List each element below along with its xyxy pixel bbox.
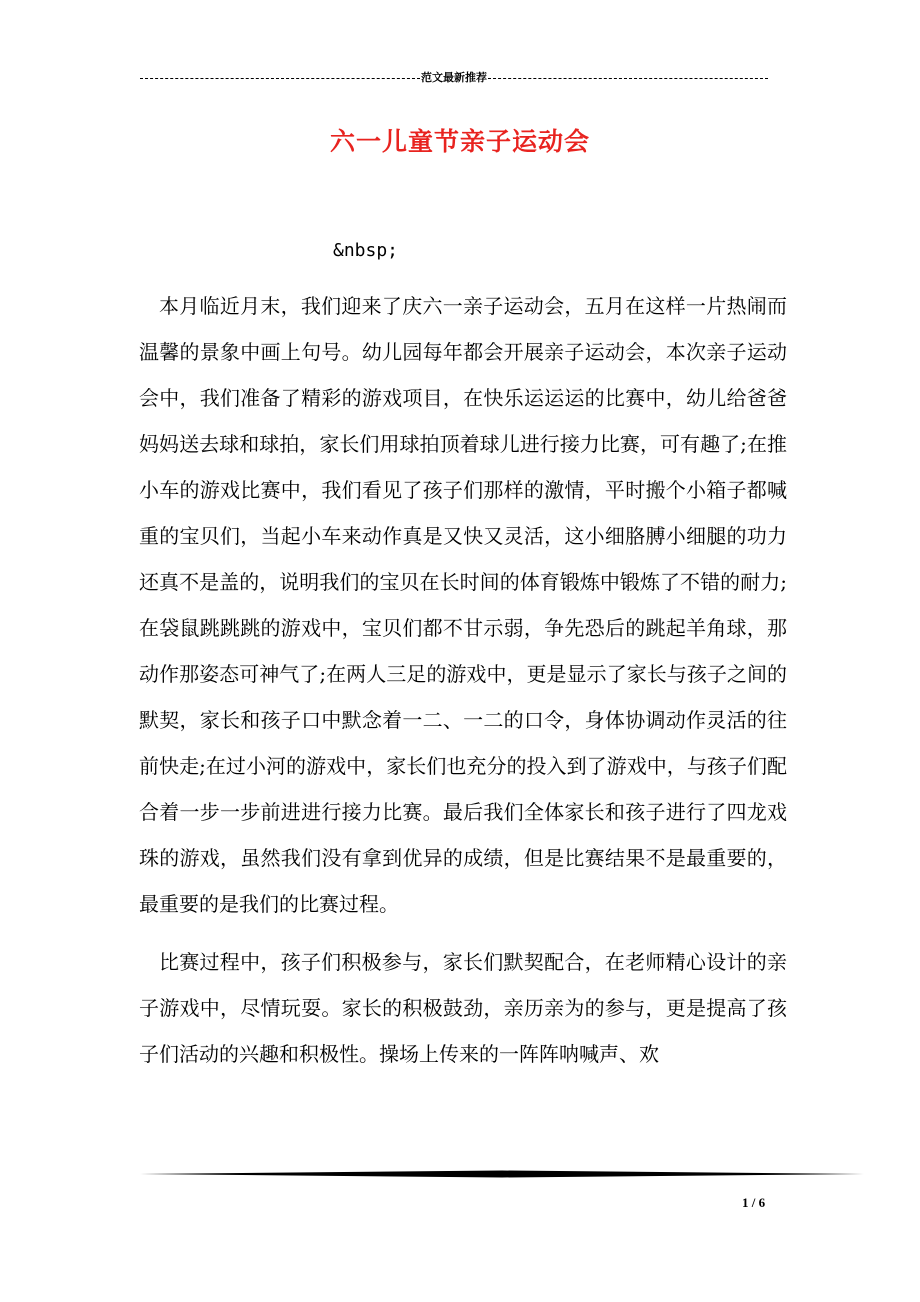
header-dash-right (488, 78, 768, 79)
header-dash-left (140, 78, 420, 79)
header-label: 范文最新推荐 (421, 71, 487, 84)
document-body (139, 283, 787, 1077)
paragraph-1: 本月临近月末，我们迎来了庆六一亲子运动会，五月在这样一片热闹而温馨的景象中画上句号。幼儿园每年都会开展亲子运动会，本次亲子运动会中，我们准备了精彩的游戏项目，在快乐运运运的比赛中，幼儿给爸爸妈妈送去球和球拍，家长们用球拍顶着球儿进行接力比赛，可有趣了;在推小车的游戏比赛中，我们看见了孩子们那样的激情，平时搬个小箱子都喊重的宝贝们，当起小车来动作真是又快又灵活，这小细胳膊小细腿的功力还真不是盖的，说明我们的宝贝在长时间的体育锻炼中锻炼了不错的耐力;在袋鼠跳跳跳的游戏中，宝贝们都不甘示弱，争先恐后的跳起羊角球，那动作那姿态可神气了;在两人三足的游戏中，更是显示了家长与孩子之间的默契，家长和孩子口中默念着一二、一二的口令，身体协调动作灵活的往前快走;在过小河的游戏中，家长们也充分的投入到了游戏中，与孩子们配合着一步一步前进进行接力比赛。最后我们全体家长和孩子进行了四龙戏珠的游戏，虽然我们没有拿到优异的成绩，但是比赛结果不是最重要的，最重要的是我们的比赛过程。 (139, 294, 787, 916)
page-number: 1 / 6 (742, 1195, 766, 1210)
nbsp-entity-line: &nbsp; (333, 240, 399, 261)
paragraph-2: 比赛过程中，孩子们积极参与，家长们默契配合，在老师精心设计的亲子游戏中，尽情玩耍。家长的积极鼓劲，亲历亲为的参与，更是提高了孩子们活动的兴趣和积极性。操场上传来的一阵阵呐喊声、欢 (139, 950, 787, 1066)
page-header (140, 68, 768, 86)
document-title: 六一儿童节亲子运动会 (329, 127, 590, 156)
footer-rule (140, 1170, 864, 1178)
